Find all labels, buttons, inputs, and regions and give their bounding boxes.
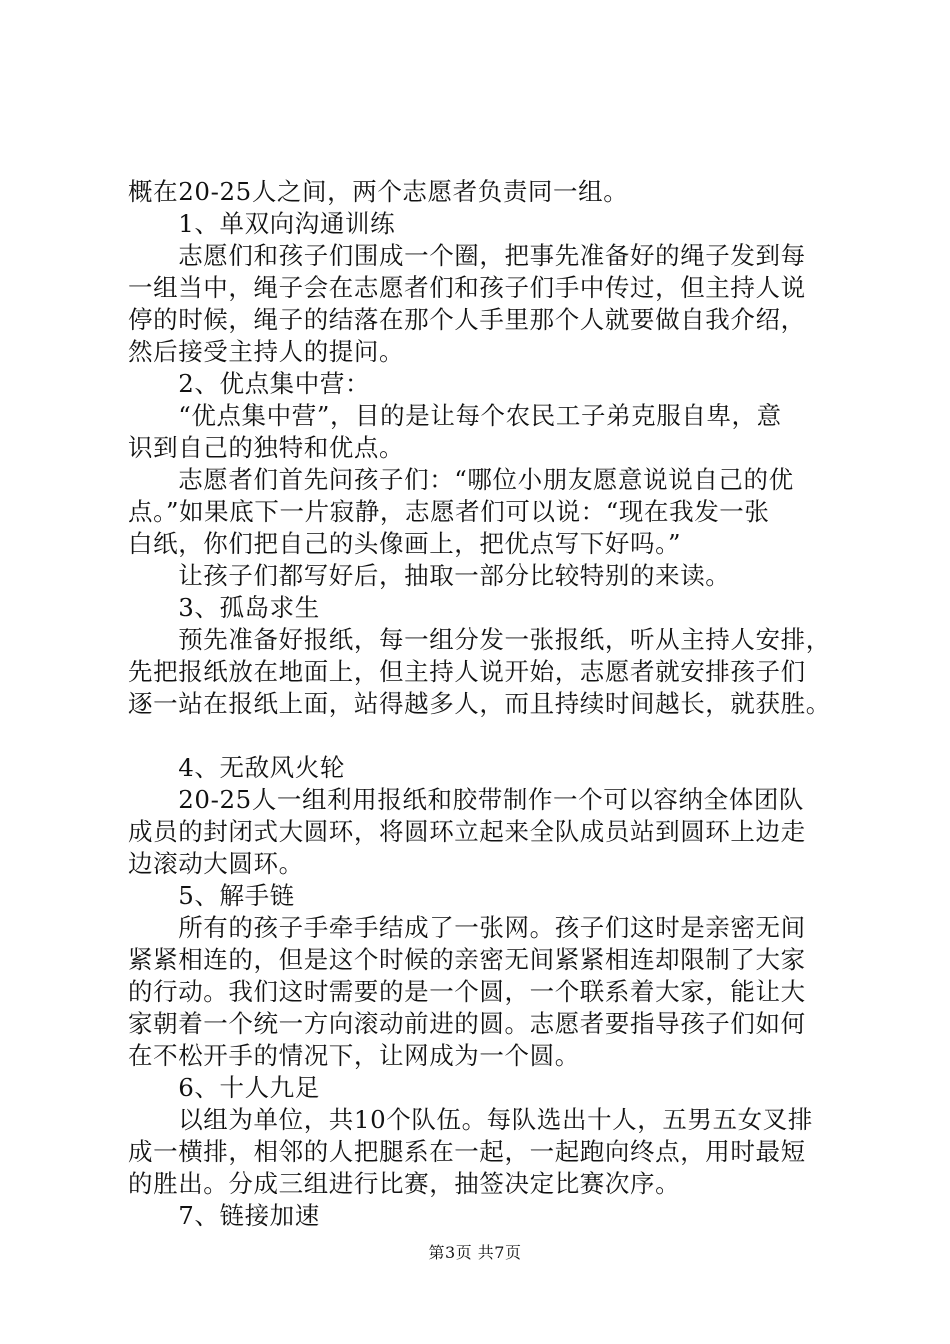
section-heading: 4、无敌风火轮 (128, 753, 345, 782)
body-text-line: 所有的孩子手牵手结成了一张网。孩子们这时是亲密无间 (128, 913, 806, 942)
body-text-line: 家朝着一个统一方向滚动前进的圆。志愿者要指导孩子们如何 (128, 1009, 806, 1038)
body-text-line: 成员的封闭式大圆环，将圆环立起来全队成员站到圆环上边走 (128, 817, 806, 846)
body-text-line: 20-25人一组利用报纸和胶带制作一个可以容纳全体团队 (128, 785, 805, 814)
section-heading: 7、链接加速 (128, 1201, 320, 1230)
body-text-line: 边滚动大圆环。 (128, 849, 304, 878)
body-text-line: 在不松开手的情况下，让网成为一个圆。 (128, 1041, 580, 1070)
body-text-line: 点。”如果底下一片寂静，志愿者们可以说：“现在我发一张 (128, 497, 770, 526)
body-text-line: 志愿们和孩子们围成一个圈，把事先准备好的绳子发到每 (128, 241, 806, 270)
body-text-line: 一组当中，绳子会在志愿者们和孩子们手中传过，但主持人说 (128, 273, 806, 302)
body-text-line: 志愿者们首先问孩子们：“哪位小朋友愿意说说自己的优 (128, 465, 794, 494)
body-text-line: 紧紧相连的，但是这个时候的亲密无间紧紧相连却限制了大家 (128, 945, 806, 974)
body-text-line: 以组为单位，共10个队伍。每队选出十人，五男五女叉排 (128, 1105, 813, 1134)
body-text-line: “优点集中营”，目的是让每个农民工子弟克服自卑，意 (128, 401, 782, 430)
body-text-line: 白纸，你们把自己的头像画上，把优点写下好吗。” (128, 529, 682, 558)
body-text-line: 成一横排，相邻的人把腿系在一起，一起跑向终点，用时最短 (128, 1137, 806, 1166)
section-heading: 6、十人九足 (128, 1073, 320, 1102)
body-text-line: 先把报纸放在地面上，但主持人说开始，志愿者就安排孩子们 (128, 657, 806, 686)
body-text-line: 预先准备好报纸，每一组分发一张报纸，听从主持人安排， (128, 625, 831, 654)
body-text-line: 逐一站在报纸上面，站得越多人，而且持续时间越长，就获胜。 (128, 689, 831, 718)
section-heading: 1、单双向沟通训练 (128, 209, 396, 238)
body-text-line: 停的时候，绳子的结落在那个人手里那个人就要做自我介绍， (128, 305, 806, 334)
body-text-line: 识到自己的独特和优点。 (128, 433, 405, 462)
section-heading: 2、优点集中营： (128, 369, 371, 398)
body-text-line: 的行动。我们这时需要的是一个圆，一个联系着大家，能让大 (128, 977, 806, 1006)
body-text-line: 让孩子们都写好后，抽取一部分比较特别的来读。 (128, 561, 731, 590)
body-text-line: 的胜出。分成三组进行比赛，抽签决定比赛次序。 (128, 1169, 681, 1198)
body-text-line: 然后接受主持人的提问。 (128, 337, 405, 366)
body-text-line: 概在20-25人之间，两个志愿者负责同一组。 (128, 177, 629, 206)
section-heading: 5、解手链 (128, 881, 295, 910)
page-number-footer: 第3页 共7页 (428, 1243, 522, 1262)
section-heading: 3、孤岛求生 (128, 593, 320, 622)
